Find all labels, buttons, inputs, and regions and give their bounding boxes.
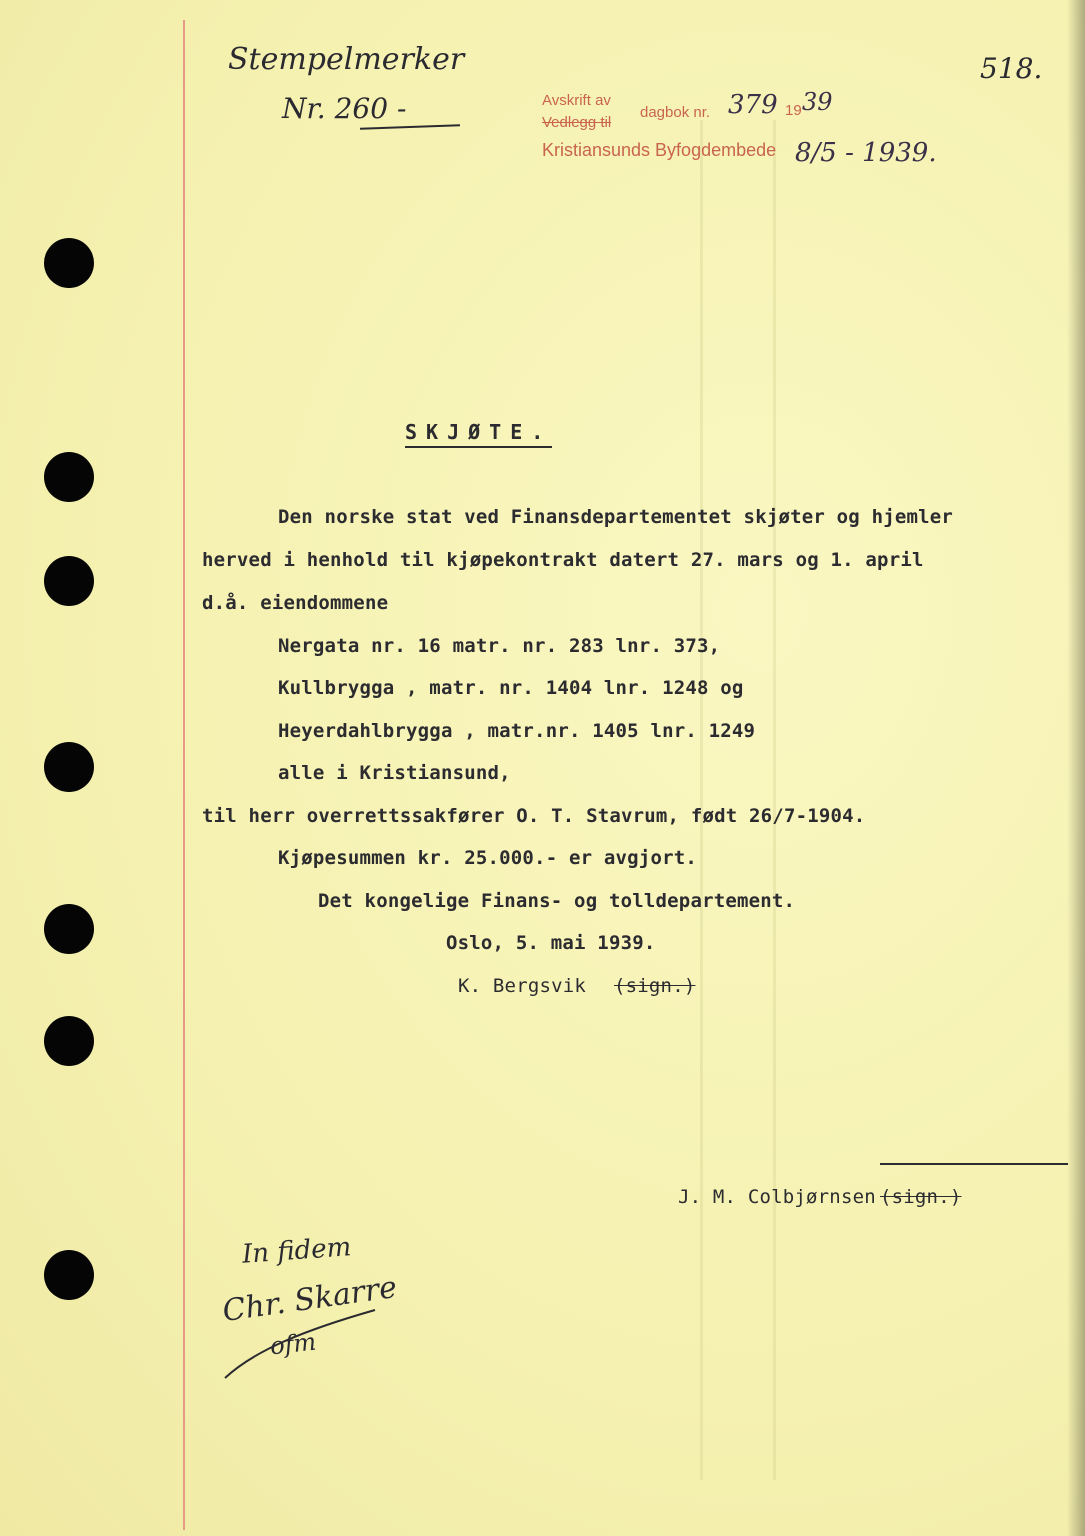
punch-hole [44,742,94,792]
stamp-avskrift: Avskrift av [542,92,611,109]
signer2-sign: (sign.) [880,1186,962,1208]
stamp-marks-number: Nr. 260 - [282,92,407,125]
certification-ofm: ofm [268,1327,318,1361]
place-date: Oslo, 5. mai 1939. [446,932,656,954]
stamp-vedlegg: Vedlegg til [542,114,612,131]
property-line: Nergata nr. 16 matr. nr. 283 lnr. 373, [278,635,721,657]
signer1-name: K. Bergsvik [458,975,587,997]
document-title: SKJØTE. [405,420,552,448]
stamp-office: Kristiansunds Byfogdembede [542,140,777,160]
buyer-line: til herr overrettssakfører O. T. Stavrum, født 26/7-1904. [202,805,866,827]
punch-hole [44,904,94,954]
paragraph-line: Den norske stat ved Finansdepartementet skjøter og hjemler [278,506,954,528]
paragraph-line: d.å. eiendommene [202,592,389,614]
property-line: Kullbrygga , matr. nr. 1404 lnr. 1248 og [278,677,744,699]
ministry-line: Det kongelige Finans- og tolldepartement. [318,890,796,912]
signer2-name: J. M. Colbjørnsen [678,1186,876,1208]
price-line: Kjøpesummen kr. 25.000.- er avgjort. [278,847,698,869]
signature-rule [880,1163,1068,1165]
certification-in-fidem: In fidem [241,1232,353,1270]
signer1-sign: (sign.) [614,975,696,997]
punch-hole [44,452,94,502]
property-line: Heyerdahlbrygga , matr.nr. 1405 lnr. 1249 [278,720,756,742]
signature-flourish [215,1290,385,1390]
paragraph-line: herved i henhold til kjøpekontrakt datert 27. mars og 1. april [202,549,924,571]
scan-edge [1067,0,1085,1536]
stamp-date: 8/5 - 1939. [795,138,937,168]
watermark [700,120,776,1480]
stamp-dagbok-label: dagbok nr. [640,104,711,121]
stamp-year-suffix: 39 [802,88,833,116]
stamp-year-prefix: 19 [785,102,802,119]
stamp-marks-label: Stempelmerker [228,42,465,77]
punch-hole [44,238,94,288]
dagbok-number: 379 [728,90,778,120]
punch-hole [44,556,94,606]
page-number: 518. [980,52,1043,85]
certification-signature: Chr. Skarre [220,1269,400,1330]
punch-hole [44,1250,94,1300]
margin-line [183,20,185,1530]
punch-hole [44,1016,94,1066]
property-line: alle i Kristiansund, [278,762,511,784]
handwritten-underline [360,124,460,129]
